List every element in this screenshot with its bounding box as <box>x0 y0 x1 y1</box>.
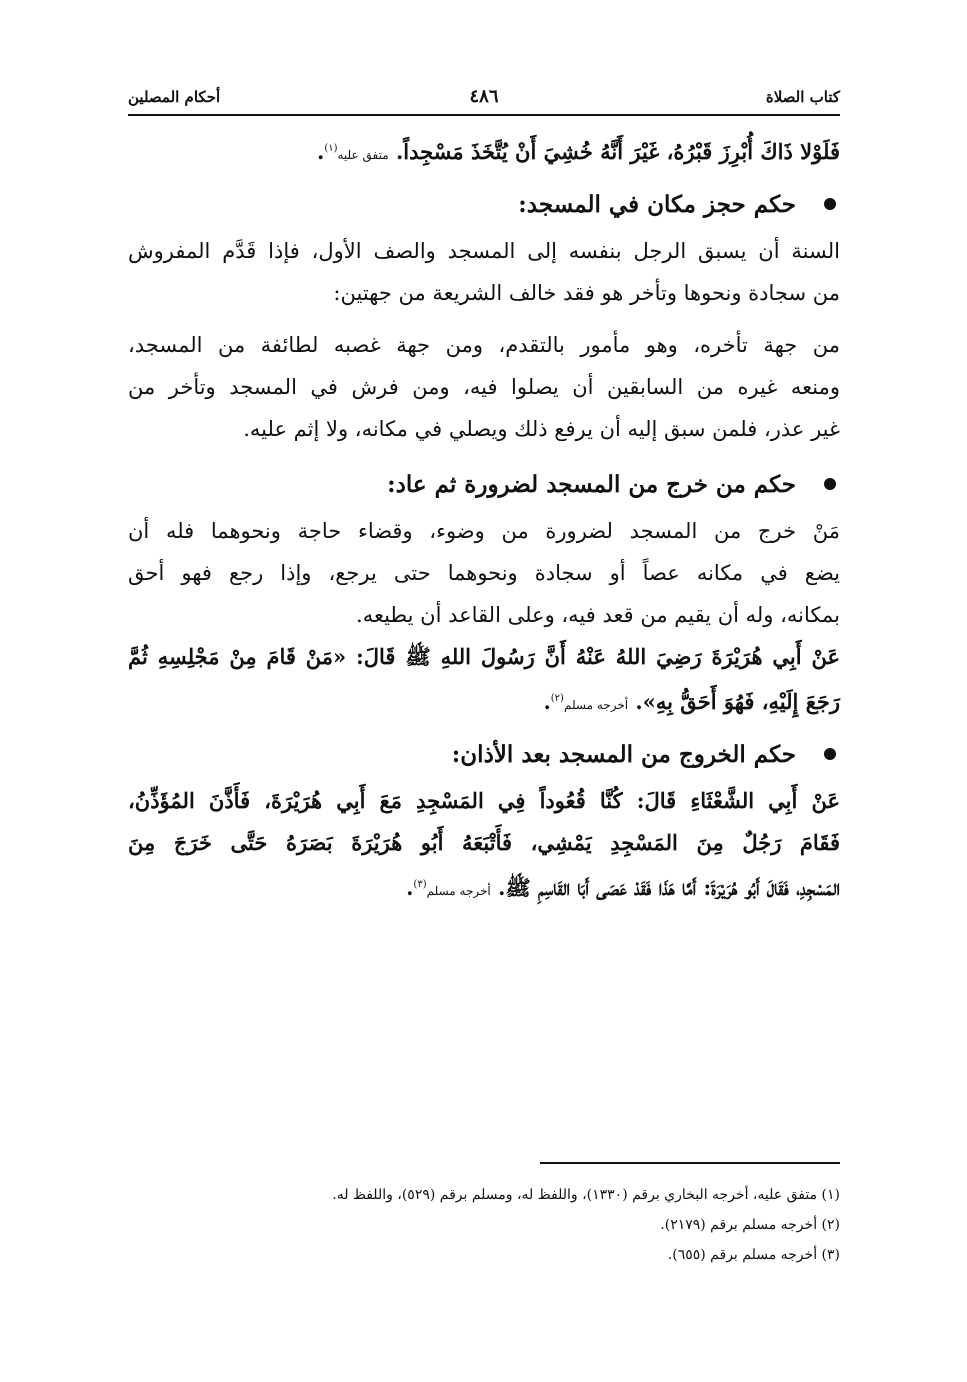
hadith-end: . <box>543 689 551 714</box>
hadith-text: رَجَعَ إِلَيْهِ، فَهُوَ أَحَقُّ بِهِ». <box>635 689 840 714</box>
hadith-line: فَقَامَ رَجُلٌ مِنَ المَسْجِدِ يَمْشِي، فَأَتْبَعَهُ أَبُو هُرَيْرَةَ بَصَرَهُ حَتَّى خَرَجَ مِنَ <box>128 830 840 855</box>
hadith-line <box>128 864 840 906</box>
section-heading-leaving-and-returning <box>128 460 840 510</box>
heading-text: حكم حجز مكان في المسجد: <box>518 191 796 218</box>
footnote-ref: (٢) <box>550 693 564 704</box>
paragraph-line: يضع في مكانه عصاً أو سجادة ونحوهما حتى يرجع، وإذا رجع فهو أحق <box>128 561 840 585</box>
hadith-source: أخرجه مسلم <box>563 698 629 712</box>
heading-text: حكم الخروج من المسجد بعد الأذان: <box>451 741 796 768</box>
hadith-text: المَسْجِدِ، فَقَالَ أَبُو هُرَيْرَةَ: أَمَّا هَذَا فَقَدْ عَصَى أَبَا القَاسِمِ ﷺ. <box>498 875 840 900</box>
bullet-icon <box>824 748 836 760</box>
footnote-1: (١) متفق عليه، أخرجه البخاري برقم (١٣٣٠)، واللفظ له، ومسلم برقم (٥٢٩)، واللفظ له. <box>332 1187 840 1203</box>
paragraph-line: السنة أن يسبق الرجل بنفسه إلى المسجد والصف الأول، فإذا قَدَّم المفروش <box>128 239 840 263</box>
section-heading-reserving-place <box>128 180 840 230</box>
hadith-source: متفق عليه <box>337 148 389 162</box>
paragraph-line: غير عذر، فلمن سبق إليه أن يرفع ذلك ويصلي في مكانه، ولا إثم عليه. <box>243 417 840 441</box>
footnotes <box>128 1180 840 1270</box>
hadith-line: عَنْ أَبِي الشَّعْثَاءِ قَالَ: كُنَّا قُعُوداً فِي المَسْجِدِ مَعَ أَبِي هُرَيْرَةَ، فَأَذَّنَ المُؤَذِّنُ، <box>128 788 840 813</box>
main-text <box>128 128 840 906</box>
section-title: أحكام المصلين <box>128 88 221 106</box>
section-heading-leaving-after-adhan <box>128 730 840 780</box>
paragraph-line: مَنْ خرج من المسجد لضرورة من وضوء، وقضاء حاجة ونحوهما فله أن <box>128 519 840 543</box>
footnote-2: (٢) أخرجه مسلم برقم (٢١٧٩). <box>660 1217 840 1233</box>
footnote-3: (٣) أخرجه مسلم برقم (٦٥٥). <box>667 1247 840 1263</box>
bullet-icon <box>824 198 836 210</box>
footnote-ref: (٣) <box>413 879 427 890</box>
footnote-divider <box>540 1162 840 1164</box>
footnote-ref: (١) <box>324 143 338 154</box>
page-number: ٤٨٦ <box>469 86 499 107</box>
hadith-end: . <box>406 875 414 900</box>
paragraph-line: من سجادة ونحوها وتأخر هو فقد خالف الشريعة من جهتين: <box>333 281 840 305</box>
bullet-icon <box>824 478 836 490</box>
paragraph-line: بمكانه، وله أن يقيم من قعد فيه، وعلى القاعد أن يطيعه. <box>356 603 840 627</box>
hadith-line <box>128 678 840 720</box>
hadith-source: أخرجه مسلم <box>426 884 491 898</box>
paragraph-line: ومنعه غيره من السابقين أن يصلوا فيه، ومن فرش في المسجد وتأخر من <box>128 375 840 399</box>
hadith-text: فَلَوْلا ذَاكَ أُبْرِزَ قَبْرُهُ، غَيْرَ أَنَّهُ خُشِيَ أَنْ يُتَّخَذَ مَسْجِداً. <box>395 139 840 164</box>
heading-text: حكم من خرج من المسجد لضرورة ثم عاد: <box>387 471 796 498</box>
hadith-top <box>128 128 840 170</box>
hadith-end: . <box>317 139 325 164</box>
hadith-line: عَنْ أَبِي هُرَيْرَةَ رَضِيَ اللهُ عَنْهُ أَنَّ رَسُولَ اللهِ ﷺ قَالَ: «مَنْ قَامَ مِنْ مَجْلِسِهِ ثُمَّ <box>128 644 840 669</box>
paragraph-line: من جهة تأخره، وهو مأمور بالتقدم، ومن جهة غصبه لطائفة من المسجد، <box>128 333 840 357</box>
running-header <box>128 84 840 116</box>
book-title: كتاب الصلاة <box>765 88 840 106</box>
